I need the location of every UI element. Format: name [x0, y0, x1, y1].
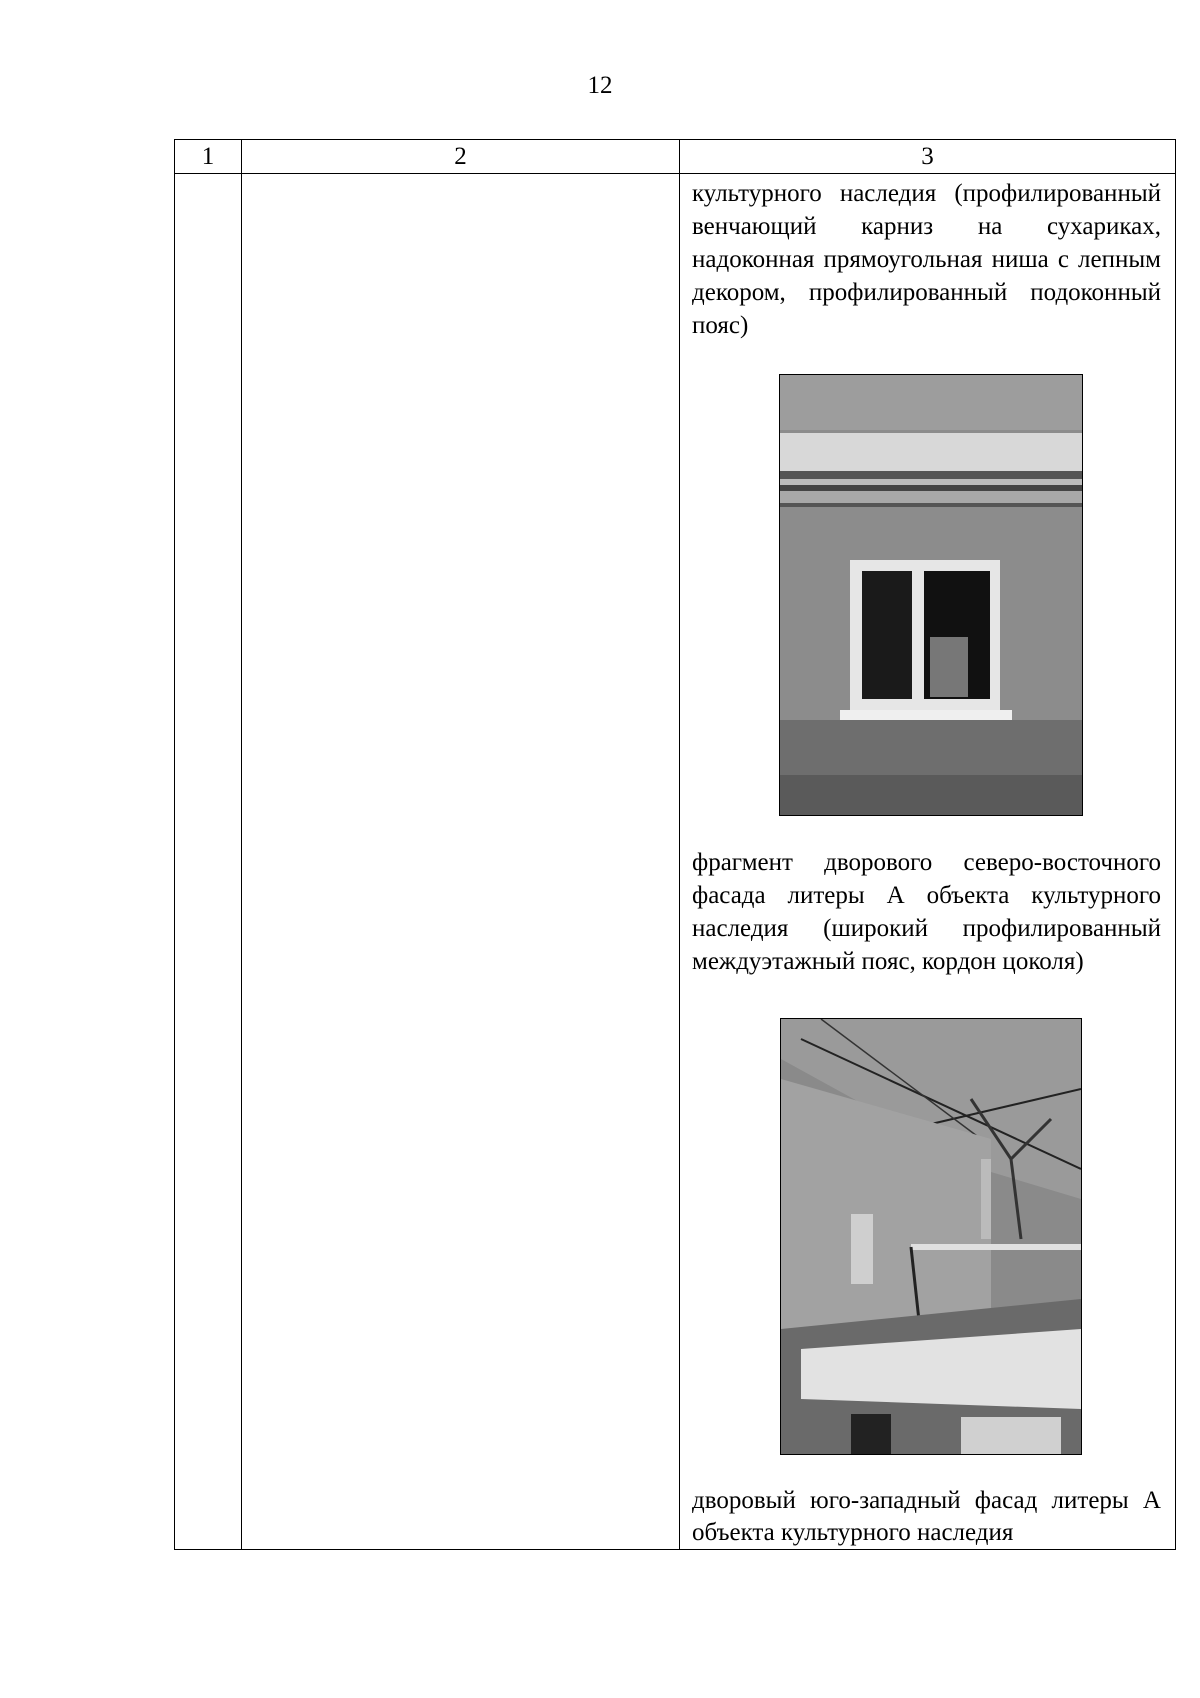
table-row — [175, 174, 1176, 1550]
yard-facade-photo — [780, 1018, 1082, 1455]
photo-caption-2: дворовый юго-западный фасад литеры А объекта культурного наследия — [692, 1487, 1161, 1546]
facade-window-photo — [779, 374, 1083, 816]
header-col-2: 2 — [242, 140, 680, 174]
table-header-row — [175, 140, 1176, 174]
document-table — [174, 139, 1176, 1550]
cell-col-1 — [175, 174, 242, 1550]
cell-col-2 — [242, 174, 680, 1550]
header-col-3: 3 — [680, 140, 1176, 174]
photo-caption-1: фрагмент дворового северо-восточного фасада литеры А объекта культурного наследия (широкий профилированный междуэтажный пояс, кордон цоколя) — [692, 849, 1161, 975]
header-col-1: 1 — [175, 140, 242, 174]
cell-col-3 — [680, 174, 1176, 1550]
page-number: 12 — [587, 72, 613, 99]
description-paragraph: культурного наследия (профилированный венчающий карниз на сухариках, надоконная прямоугольная ниша с лепным декором, профилированный подоконный пояс) — [692, 180, 1161, 339]
